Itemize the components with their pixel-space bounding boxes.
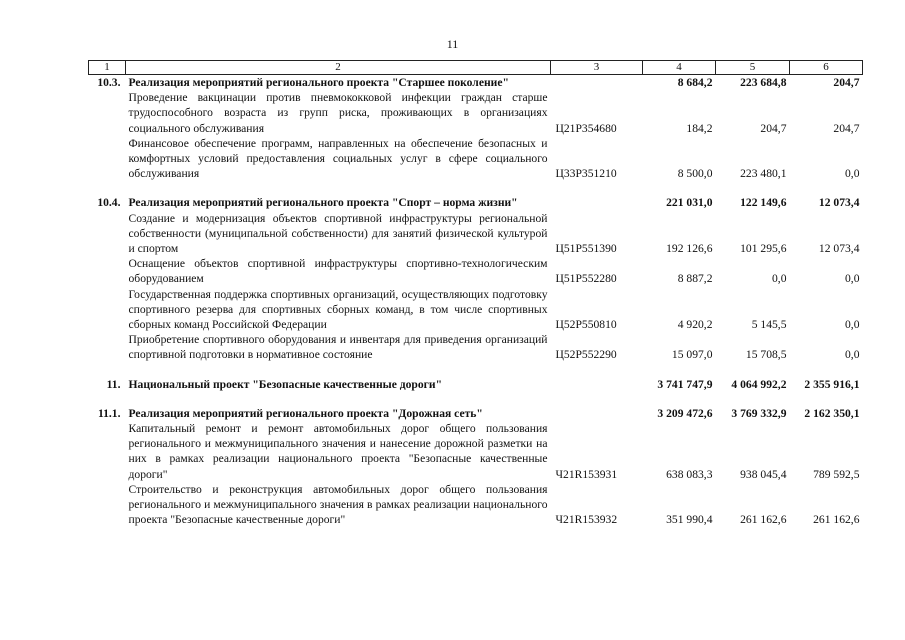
- table-header-row: [89, 61, 863, 75]
- item-description: Капитальный ремонт и ремонт автомобильных дорог общего пользования регионального и межмуниципального значения и нанесение дорожной разметки на них в рамках реализации национального проекта "Безопасные качественные дороги": [128, 422, 548, 481]
- item-description: Финансовое обеспечение программ, направленных на обеспечение безопасных и комфортных условий предоставления социальных услуг в сфере социального обслуживания: [128, 136, 548, 181]
- budget-table: [88, 60, 863, 527]
- column-header: 4: [643, 61, 716, 75]
- section-value-5: 223 684,8: [740, 76, 787, 89]
- item-value-6: 0,0: [845, 318, 860, 332]
- item-description: Приобретение спортивного оборудования и инвентаря для приведения организаций спортивной подготовки в нормативное состояние: [128, 333, 548, 362]
- item-description: Оснащение объектов спортивной инфраструктуры спортивно-технологическим оборудованием: [128, 257, 548, 286]
- section-value-4: 3 741 747,9: [657, 377, 713, 391]
- table-row: [89, 332, 863, 362]
- section-value-6: 204,7: [833, 76, 860, 89]
- item-value-6: 12 073,4: [818, 242, 860, 256]
- item-code: Ц52Р550810: [555, 318, 617, 332]
- item-value-5: 204,7: [760, 121, 787, 135]
- table-row: [89, 287, 863, 333]
- item-code: Ч21R153932: [555, 513, 618, 527]
- column-header: 5: [716, 61, 790, 75]
- column-header: 1: [89, 61, 126, 75]
- section-value-4: 8 684,2: [677, 76, 713, 89]
- section-title: Реализация мероприятий регионального проекта "Спорт – норма жизни": [128, 196, 518, 210]
- item-value-4: 15 097,0: [671, 348, 713, 362]
- table-row: [89, 421, 863, 482]
- section-row: [89, 406, 863, 421]
- item-value-5: 938 045,4: [740, 467, 787, 481]
- item-value-4: 351 990,4: [666, 513, 713, 527]
- table-row: [89, 256, 863, 286]
- item-value-4: 192 126,6: [666, 242, 713, 256]
- table-row: [89, 136, 863, 182]
- item-value-6: 261 162,6: [813, 513, 860, 527]
- column-header: 6: [790, 61, 863, 75]
- section-value-6: 2 162 350,1: [804, 406, 860, 420]
- section-row: [89, 377, 863, 392]
- section-value-6: 2 355 916,1: [804, 377, 860, 391]
- item-code: Ц51Р551390: [555, 242, 617, 256]
- column-header: 3: [551, 61, 643, 75]
- item-value-5: 15 708,5: [745, 348, 787, 362]
- item-code: Ц51Р552280: [555, 272, 617, 286]
- item-value-4: 8 500,0: [677, 167, 713, 181]
- item-code: Ц52Р552290: [555, 348, 617, 362]
- item-value-5: 5 145,5: [751, 318, 787, 332]
- section-value-4: 221 031,0: [666, 196, 713, 210]
- item-value-6: 0,0: [845, 348, 860, 362]
- item-value-4: 4 920,2: [677, 318, 713, 332]
- item-value-6: 204,7: [833, 121, 860, 135]
- section-number: 10.4.: [97, 196, 121, 210]
- table-row: [89, 482, 863, 528]
- item-description: Строительство и реконструкция автомобильных дорог общего пользования регионального и межмуниципального значения в рамках реализации национального проекта "Безопасные качественные дороги": [128, 482, 548, 527]
- item-description: Государственная поддержка спортивных организаций, осуществляющих подготовку спортивного резерва для спортивных сборных команд, в том числе спортивных сборных команд Российской Федерации: [128, 287, 548, 332]
- item-value-6: 789 592,5: [813, 467, 860, 481]
- section-value-5: 3 769 332,9: [731, 406, 787, 420]
- section-value-6: 12 073,4: [818, 196, 860, 210]
- section-number: 11.: [106, 377, 121, 391]
- item-value-5: 0,0: [772, 272, 787, 286]
- section-row: [89, 195, 863, 210]
- section-title: Реализация мероприятий регионального проекта "Дорожная сеть": [128, 406, 483, 420]
- section-row: [89, 75, 863, 91]
- table-row: [89, 90, 863, 136]
- column-header: 2: [126, 61, 551, 75]
- item-value-4: 638 083,3: [666, 467, 713, 481]
- section-value-4: 3 209 472,6: [657, 406, 713, 420]
- section-title: Национальный проект "Безопасные качественные дороги": [128, 377, 443, 391]
- section-number: 11.1.: [97, 406, 121, 420]
- item-value-6: 0,0: [845, 272, 860, 286]
- table-row: [89, 211, 863, 257]
- item-value-4: 8 887,2: [677, 272, 713, 286]
- item-value-5: 101 295,6: [740, 242, 787, 256]
- item-value-5: 223 480,1: [740, 167, 787, 181]
- section-value-5: 122 149,6: [740, 196, 787, 210]
- item-value-4: 184,2: [686, 121, 713, 135]
- section-number: 10.3.: [97, 76, 121, 89]
- item-value-6: 0,0: [845, 167, 860, 181]
- item-code: Ц33Р351210: [555, 167, 617, 181]
- item-description: Проведение вакцинации против пневмококковой инфекции граждан старше трудоспособного возраста из групп риска, проживающих в организациях социального обслуживания: [128, 91, 548, 135]
- page-number: 11: [446, 37, 459, 51]
- section-value-5: 4 064 992,2: [731, 377, 787, 391]
- item-code: Ч21R153931: [555, 467, 618, 481]
- section-title: Реализация мероприятий регионального проекта "Старшее поколение": [128, 76, 509, 89]
- item-description: Создание и модернизация объектов спортивной инфраструктуры региональной собственности (муниципальной собственности) для занятий физической культурой и спортом: [128, 211, 548, 256]
- item-value-5: 261 162,6: [740, 513, 787, 527]
- item-code: Ц21Р354680: [555, 121, 617, 135]
